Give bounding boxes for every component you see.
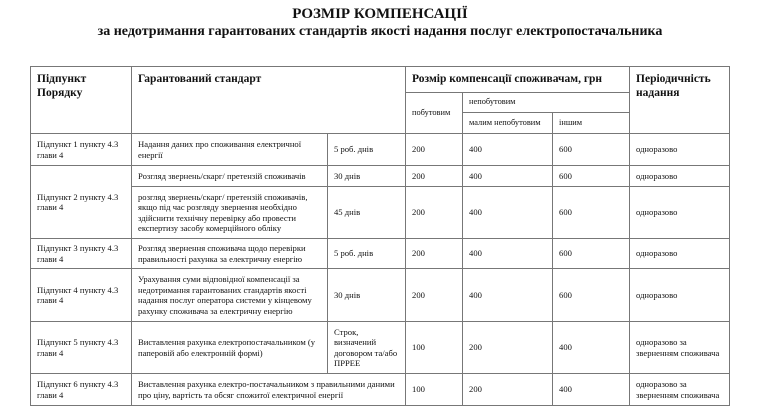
small-cell: 400 xyxy=(463,239,553,269)
small-cell: 400 xyxy=(463,166,553,187)
other-cell: 600 xyxy=(553,166,630,187)
periodicity-cell: одноразово xyxy=(630,187,730,239)
standard-cell: Урахування суми відповідної компенсації за недотримання гарантованих стандартів якості надання послуг оператора системи у кінцевому рахунку споживача за електричну енергію xyxy=(132,269,328,322)
table-row xyxy=(31,269,730,322)
term-cell: 30 днів xyxy=(328,166,406,187)
table-row xyxy=(31,374,730,406)
term-cell: 30 днів xyxy=(328,269,406,322)
household-cell: 200 xyxy=(406,239,463,269)
subitem-cell: Підпункт 4 пункту 4.3 глави 4 xyxy=(31,269,132,322)
other-cell: 400 xyxy=(553,322,630,374)
other-cell: 400 xyxy=(553,374,630,406)
header-row xyxy=(31,67,730,93)
standard-cell: Розгляд звернення споживача щодо перевірки правильності рахунка за електричну енергію xyxy=(132,239,328,269)
subitem-cell: Підпункт 3 пункту 4.3 глави 4 xyxy=(31,239,132,269)
term-cell: 5 роб. днів xyxy=(328,134,406,166)
household-cell: 100 xyxy=(406,374,463,406)
periodicity-cell: одноразово за зверненням споживача xyxy=(630,374,730,406)
periodicity-cell: одноразово xyxy=(630,239,730,269)
other-cell: 600 xyxy=(553,187,630,239)
header-other: іншим xyxy=(553,113,630,134)
small-cell: 400 xyxy=(463,269,553,322)
standard-cell: Розгляд звернень/скарг/ претензій споживачів xyxy=(132,166,328,187)
household-cell: 200 xyxy=(406,134,463,166)
small-cell: 200 xyxy=(463,374,553,406)
standard-cell: Надання даних про споживання електричної енергії xyxy=(132,134,328,166)
document-subtitle: за недотримання гарантованих стандартів якості надання послуг електропостачальника xyxy=(97,24,663,39)
header-compensation: Розмір компенсації споживачам, грн xyxy=(406,67,630,93)
table-row xyxy=(31,322,730,374)
standard-cell: розгляд звернень/скарг/ претензій споживачів, якщо під час розгляду звернення необхідно здійснити технічну перевірку або провести експертизу засобу комерційного обліку xyxy=(132,187,328,239)
small-cell: 200 xyxy=(463,322,553,374)
household-cell: 200 xyxy=(406,269,463,322)
header-periodicity: Періодичність надання xyxy=(630,67,730,134)
term-cell: 45 днів xyxy=(328,187,406,239)
household-cell: 100 xyxy=(406,322,463,374)
small-cell: 400 xyxy=(463,187,553,239)
other-cell: 600 xyxy=(553,134,630,166)
small-cell: 400 xyxy=(463,134,553,166)
header-household: побутовим xyxy=(406,93,463,134)
header-standard: Гарантований стандарт xyxy=(132,67,406,134)
standard-cell: Виставлення рахунка електро-постачальником з правильними даними про ціну, вартість та обсяг спожитої електричної енергії xyxy=(132,374,406,406)
periodicity-cell: одноразово xyxy=(630,166,730,187)
document-title: РОЗМІР КОМПЕНСАЦІЇ xyxy=(292,6,468,22)
standard-cell: Виставлення рахунка електропостачальником (у паперовій або електронній формі) xyxy=(132,322,328,374)
table-row xyxy=(31,134,730,166)
table-row xyxy=(31,166,730,187)
subitem-cell: Підпункт 5 пункту 4.3 глави 4 xyxy=(31,322,132,374)
term-cell: 5 роб. днів xyxy=(328,239,406,269)
periodicity-cell: одноразово xyxy=(630,269,730,322)
subitem-cell: Підпункт 6 пункту 4.3 глави 4 xyxy=(31,374,132,406)
periodicity-cell: одноразово за зверненням споживача xyxy=(630,322,730,374)
compensation-table xyxy=(30,66,730,406)
other-cell: 600 xyxy=(553,239,630,269)
subitem-cell: Підпункт 1 пункту 4.3 глави 4 xyxy=(31,134,132,166)
household-cell: 200 xyxy=(406,187,463,239)
term-cell: Строк, визначений договором та/або ПРРЕЕ xyxy=(328,322,406,374)
header-subitem: Підпункт Порядку xyxy=(31,67,132,134)
subitem-cell: Підпункт 2 пункту 4.3 глави 4 xyxy=(31,166,132,239)
table-row xyxy=(31,239,730,269)
header-nonhousehold: непобутовим xyxy=(463,93,630,113)
periodicity-cell: одноразово xyxy=(630,134,730,166)
household-cell: 200 xyxy=(406,166,463,187)
header-small-nonhousehold: малим непобутовим xyxy=(463,113,553,134)
other-cell: 600 xyxy=(553,269,630,322)
table-row xyxy=(31,187,730,239)
